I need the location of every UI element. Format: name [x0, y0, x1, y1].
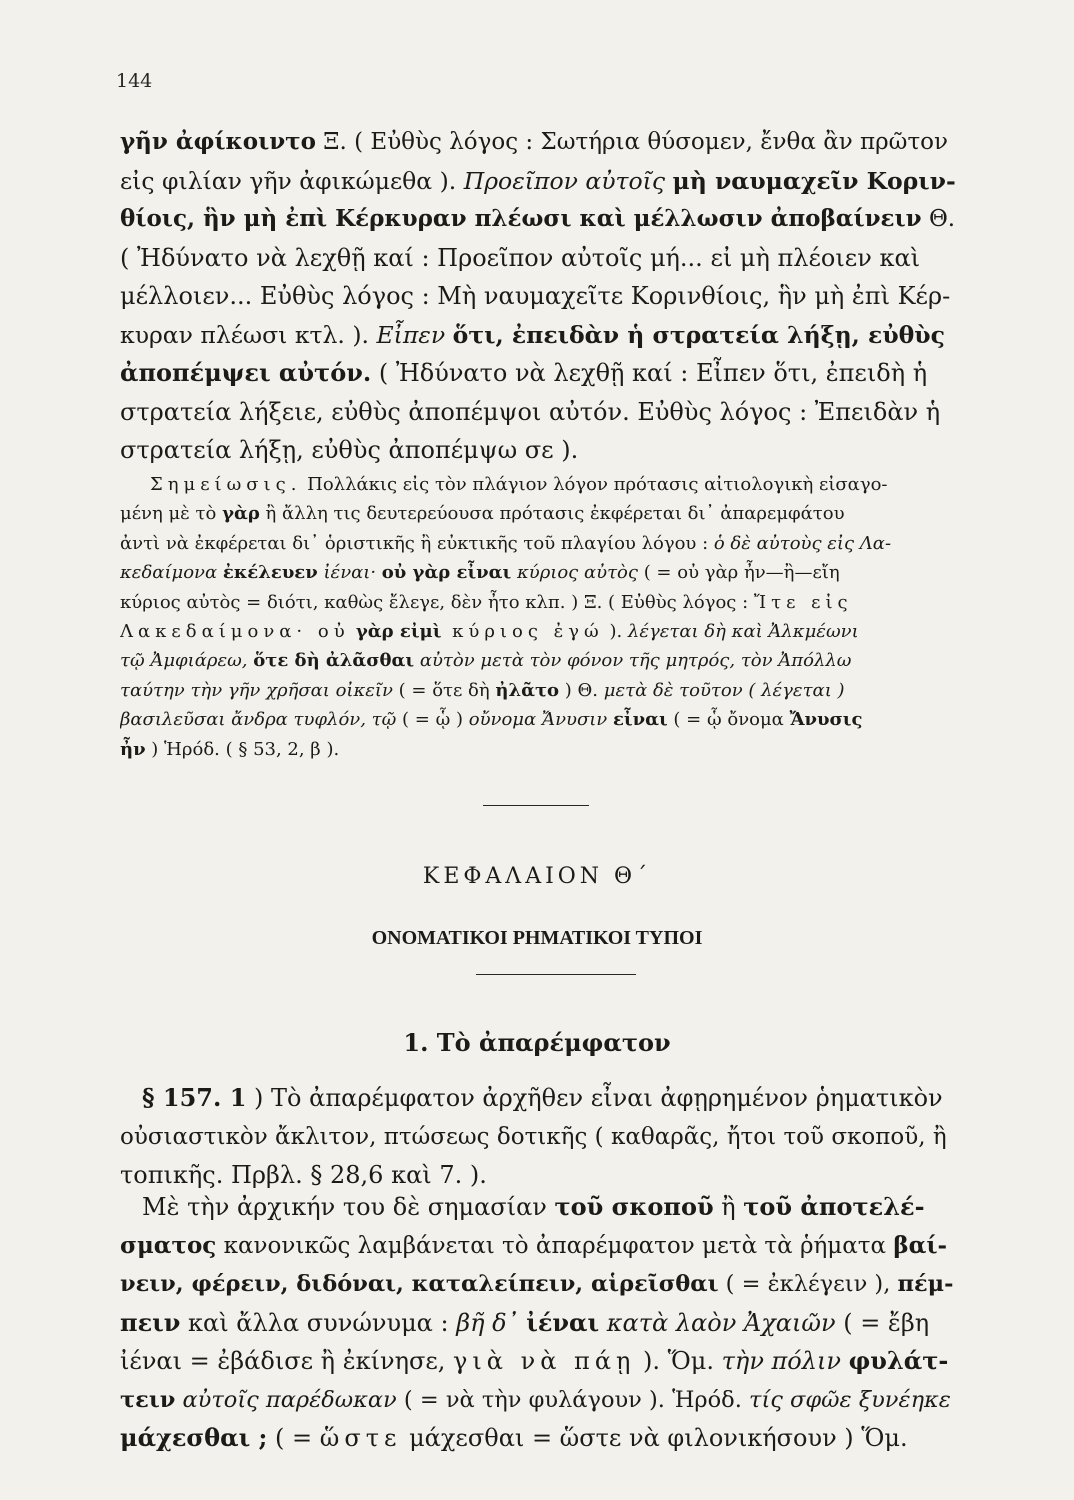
- text-run: σματος: [120, 1231, 217, 1259]
- text-run: ( = ᾧ ὄνομα: [667, 709, 790, 731]
- text-run: ἐκέλευεν: [222, 562, 318, 584]
- text-run: Σημείωσις.: [150, 474, 302, 495]
- text-run: Πολλάκις εἰς τὸν πλάγιον λόγον πρότασις αἰτιολογικὴ εἰσαγο-: [301, 474, 888, 495]
- text-run: αὐτοῖς παρέδωκαν: [175, 1386, 404, 1413]
- text-run: αὐτὸν μετὰ τὸν φόνον τῆς μητρός, τὸν Ἀπόλλω: [414, 650, 852, 672]
- text-run: ( = οὐ γὰρ ἦν—ἢ—εἴη: [643, 562, 840, 584]
- text-run: βασιλεῦσαι ἄνδρα τυφλόν, τῷ: [120, 709, 403, 731]
- text-run: ) Ἡρόδ. ( § 53, 2, β ).: [145, 738, 340, 760]
- text-run: μέλλοιεν... Εὐθὺς λόγος : Μὴ ναυμαχεῖτε Κορινθίοις, ἣν μὴ ἐπὶ Κέρ-: [120, 282, 951, 310]
- text-line: [120, 393, 960, 432]
- text-run: Προεῖπον αὐτοῖς: [463, 166, 673, 195]
- text-line: [120, 1188, 960, 1227]
- text-line: [120, 277, 960, 316]
- text-line: [120, 646, 960, 675]
- text-run: ἦν: [120, 738, 146, 760]
- text-run: γιὰ νὰ πάῃ: [453, 1347, 636, 1375]
- text-run: οὔνομα Ἄνυσιν: [468, 709, 613, 731]
- text-run: ἰέναι·: [317, 562, 382, 584]
- text-line: [120, 1381, 960, 1420]
- text-run: ( Ἠδύνατο νὰ λεχθῇ καί : Εἶπεν ὅτι, ἐπειδὴ ἡ: [371, 359, 928, 387]
- text-line: [120, 1265, 960, 1304]
- text-run: μάχεσθαι ;: [120, 1423, 268, 1452]
- text-run: οὐ γὰρ εἶναι: [381, 562, 512, 584]
- text-run: μάχεσθαι = ὥστε νὰ φιλονικήσουν ) Ὅμ.: [401, 1424, 908, 1452]
- text-run: οὐσιαστικὸν ἄκλιτον, πτώσεως δοτικῆς ( καθαρᾶς, ἤτοι τοῦ σκοποῦ, ἢ: [120, 1123, 947, 1150]
- text-run: τὴν πόλιν: [721, 1347, 849, 1375]
- text-line: [120, 1118, 960, 1157]
- text-line: [120, 558, 960, 587]
- text-line: [120, 676, 960, 705]
- text-line: [120, 123, 960, 162]
- paragraph-infinitive-purpose: [120, 1188, 960, 1458]
- text-run: φυλάτ-: [848, 1346, 949, 1375]
- text-run: ( Ἠδύνατο νὰ λεχθῇ καί : Προεῖπον αὐτοῖς μή... εἰ μὴ πλέοιεν καὶ: [120, 243, 921, 272]
- text-run: Λακεδαίμονα·: [120, 621, 308, 643]
- text-run: θίοις, ἣν μὴ ἐπὶ Κέρκυραν πλέωσι καὶ μέλλωσιν ἀποβαίνειν: [120, 205, 922, 232]
- text-run: ).: [603, 621, 628, 643]
- text-run: τίς σφῶε ξυνέηκε: [749, 1386, 951, 1413]
- text-run: γῆν ἀφίκοιντο: [120, 128, 316, 155]
- text-line: [120, 588, 960, 617]
- text-run: ἀντὶ νὰ ἐκφέρεται δι᾽ ὁριστικῆς ἢ εὐκτικῆς τοῦ πλαγίου λόγου :: [120, 532, 714, 554]
- text-run: κύριος ἐγώ: [441, 621, 604, 643]
- text-run: κανονικῶς λαμβάνεται τὸ ἀπαρέμφατον μετὰ τὰ ῥήματα: [216, 1232, 894, 1259]
- text-run: ἠλᾶτο: [495, 679, 560, 701]
- text-line: [120, 316, 960, 355]
- text-run: Ξ. ( Εὐθὺς λόγος : Σωτήρια θύσομεν, ἔνθα ἂν πρῶτον: [316, 129, 948, 155]
- text-run: ἰέναι: [526, 1307, 600, 1337]
- text-run: κυραν πλέωσι κτλ. ).: [120, 320, 377, 349]
- text-run: τοπικῆς. Πρβλ. § 28,6 καὶ 7. ).: [120, 1161, 487, 1189]
- text-run: κύριος αὐτὸς: [511, 562, 644, 584]
- text-run: ὁ δὲ αὐτοὺς εἰς Λα-: [713, 532, 892, 554]
- text-run: ἰέναι = ἐβάδισε ἢ ἐκίνησε,: [120, 1347, 454, 1375]
- text-line: [120, 617, 960, 646]
- text-run: ἢ ἄλλη τις δευτερεύουσα πρότασις ἐκφέρεται δι᾽ ἀπαρεμφάτου: [259, 503, 845, 525]
- text-run: τοῦ σκοποῦ: [554, 1192, 714, 1221]
- note-paragraph: [120, 470, 960, 764]
- text-run: κεδαίμονα: [120, 562, 223, 584]
- text-run: ( = νὰ τὴν φυλάγουν ). Ἡρόδ.: [403, 1386, 750, 1413]
- text-run: ) Τὸ ἀπαρέμφατον ἀρχῆθεν εἶναι ἀφῃρημένον ῥηματικὸν: [246, 1084, 943, 1112]
- text-run: μὴ ναυμαχεῖν Κοριν-: [672, 166, 956, 195]
- text-line: [120, 431, 960, 470]
- text-run: ( = ᾧ ): [402, 709, 469, 731]
- chapter-rule: [476, 974, 636, 975]
- text-run: ( = ἐκλέγειν ),: [718, 1271, 898, 1297]
- text-run: τειν: [120, 1386, 176, 1413]
- text-run: βαί-: [893, 1231, 947, 1259]
- paragraph-indirect-speech-examples: [120, 123, 960, 470]
- text-run: ). Ὅμ.: [635, 1347, 722, 1375]
- text-run: Ἄνυσις: [789, 709, 863, 731]
- text-run: ἀποπέμψει αὐτόν.: [120, 358, 372, 387]
- text-line: [120, 470, 960, 499]
- text-run: ταύτην τὴν γῆν χρῆσαι οἰκεῖν: [120, 679, 399, 701]
- text-run: μένη μὲ τὸ: [120, 503, 223, 525]
- text-run: στρατεία λήξειε, εὐθὺς ἀποπέμψοι αὐτόν. Εὐθὺς λόγος : Ἐπειδὰν ἡ: [120, 397, 941, 426]
- text-run: ( = ἔβη: [843, 1308, 930, 1337]
- text-run: § 157. 1: [142, 1083, 247, 1112]
- text-run: εἰς φιλίαν γῆν ἀφικώμεθα ).: [120, 166, 464, 195]
- text-line: [120, 162, 960, 201]
- text-line: [120, 705, 960, 734]
- text-run: τῷ Ἀμφιάρεω,: [120, 650, 254, 672]
- text-run: πέμ-: [897, 1271, 954, 1297]
- text-run: ὅτε δὴ ἀλᾶσθαι: [253, 650, 415, 672]
- text-run: λέγεται δὴ καὶ Ἀλκμέωνι: [627, 621, 859, 643]
- text-run: ( = ὅτε δὴ: [398, 679, 496, 701]
- text-run: βῆ δ᾽: [456, 1308, 527, 1337]
- text-run: ὥστε: [319, 1424, 402, 1452]
- text-run: ἢ: [713, 1193, 744, 1221]
- text-run: στρατεία λήξῃ, εὐθὺς ἀποπέμψω σε ).: [120, 436, 579, 464]
- section-title: 1. Τὸ ἀπαρέμφατον: [403, 1028, 671, 1057]
- text-line: [120, 1304, 960, 1343]
- text-line: [120, 1079, 960, 1118]
- text-run: γὰρ εἰμὶ: [349, 621, 442, 643]
- chapter-title: ΚΕΦΑΛΑΙΟΝ Θ΄: [422, 864, 652, 889]
- text-line: [120, 200, 960, 239]
- text-line: [120, 529, 960, 558]
- text-run: ) Θ.: [559, 679, 604, 701]
- text-run: ( =: [267, 1424, 320, 1452]
- text-run: εἶναι: [612, 709, 668, 731]
- text-line: [120, 354, 960, 393]
- text-run: Εἶπεν: [376, 320, 453, 349]
- text-run: τοῦ ἀποτελέ-: [743, 1192, 925, 1221]
- text-run: ὅτι, ἐπειδὰν ἡ στρατεία λήξῃ, εὐθὺς: [452, 320, 945, 349]
- text-run: νειν, φέρειν, διδόναι, καταλείπειν, αἱρεῖσθαι: [120, 1271, 719, 1297]
- text-run: κατὰ λαὸν Ἀχαιῶν: [599, 1308, 844, 1337]
- text-run: Μὲ τὴν ἀρχικήν του δὲ σημασίαν: [142, 1193, 555, 1221]
- text-line: [120, 499, 960, 528]
- text-line: [120, 239, 960, 278]
- text-run: Θ.: [921, 206, 956, 232]
- chapter-subtitle: ΟΝΟΜΑΤΙΚΟΙ ΡΗΜΑΤΙΚΟΙ ΤΥΠΟΙ: [371, 927, 703, 949]
- text-line: [120, 735, 960, 764]
- text-run: οὐ: [307, 621, 350, 643]
- end-rule: [483, 805, 589, 806]
- text-run: γὰρ: [222, 503, 260, 525]
- text-run: κύριος αὐτὸς = διότι, καθὼς ἔλεγε, δὲν ἦτο κλπ. ) Ξ. ( Εὐθὺς λόγος :: [120, 591, 754, 613]
- text-line: [120, 1227, 960, 1266]
- paragraph-157: [120, 1079, 960, 1195]
- text-run: μετὰ δὲ τοῦτον ( λέγεται ): [603, 679, 845, 701]
- page-number: 144: [116, 70, 153, 92]
- text-run: καὶ ἄλλα συνώνυμα :: [180, 1308, 457, 1337]
- text-line: [120, 1419, 960, 1458]
- text-line: [120, 1342, 960, 1381]
- text-run: πειν: [120, 1307, 181, 1337]
- text-run: Ἴτε εἰς: [753, 591, 853, 613]
